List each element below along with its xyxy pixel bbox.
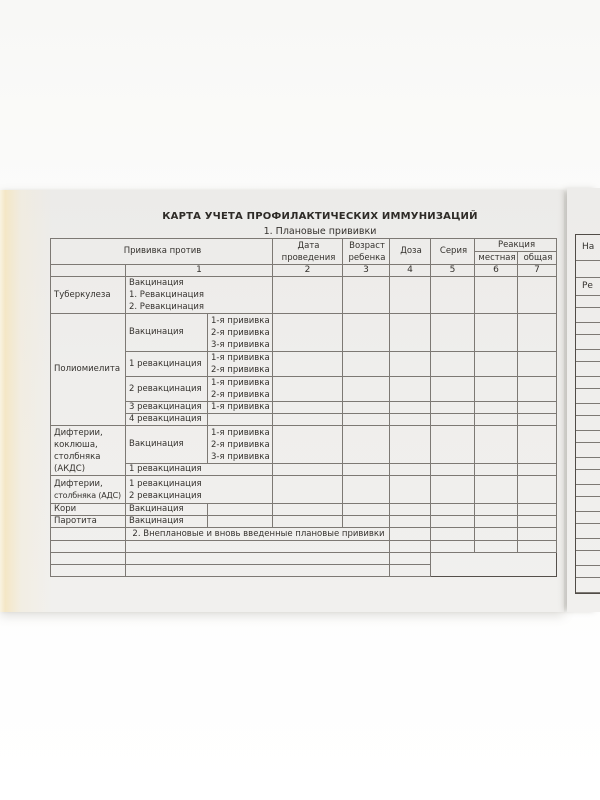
empty-cell <box>475 277 518 314</box>
cell-akds-vaccination-shots: 1-я прививка 2-я прививка 3-я прививка <box>208 426 273 464</box>
empty-cell <box>475 528 518 541</box>
empty-cell <box>518 352 557 377</box>
empty-cell <box>518 528 557 541</box>
empty-cell <box>273 414 343 426</box>
colnum-4: 4 <box>390 265 431 277</box>
empty-cell <box>475 402 518 414</box>
empty-cell <box>343 476 390 504</box>
cell-polio-revacc3-shot: 1-я прививка <box>208 402 273 414</box>
empty-cell <box>126 565 390 577</box>
header-series: Серия <box>431 239 475 265</box>
empty-cell <box>51 565 126 577</box>
empty-cell <box>273 377 343 402</box>
empty-cell <box>475 314 518 352</box>
table-row <box>51 277 557 314</box>
cell-polio-revacc4: 4 ревакцинация <box>126 414 208 426</box>
facing-page-empty-row <box>576 323 600 335</box>
table-row <box>51 314 557 352</box>
empty-cell <box>343 426 390 464</box>
header-age: Возраст ребенка <box>343 239 390 265</box>
empty-cell <box>390 516 431 528</box>
empty-cell <box>390 352 431 377</box>
cell-ads-revaccinations: 1 ревакцинация 2 ревакцинация <box>126 476 273 504</box>
colnum-3: 3 <box>343 265 390 277</box>
facing-page-empty-row <box>576 443 600 458</box>
empty-cell <box>431 516 475 528</box>
empty-cell <box>431 504 475 516</box>
facing-page-empty-row <box>576 551 600 566</box>
empty-cell <box>431 426 475 464</box>
empty-cell <box>431 314 475 352</box>
empty-cell <box>390 277 431 314</box>
facing-page-empty-row <box>576 335 600 350</box>
facing-page-empty-row <box>576 389 600 404</box>
empty-cell <box>518 377 557 402</box>
empty-cell <box>518 504 557 516</box>
empty-cell <box>390 528 431 541</box>
empty-cell <box>518 426 557 464</box>
empty-cell <box>475 464 518 476</box>
table-row <box>51 516 557 528</box>
empty-cell <box>343 464 390 476</box>
cell-polio-revacc3: 3 ревакцинация <box>126 402 208 414</box>
empty-cell <box>208 414 273 426</box>
facing-page-empty-row <box>576 485 600 497</box>
cell-polio-revacc1: 1 ревакцинация <box>126 352 208 377</box>
empty-cell <box>475 504 518 516</box>
colnum-6: 6 <box>475 265 518 277</box>
empty-cell <box>390 377 431 402</box>
facing-page-cell <box>576 261 600 278</box>
empty-cell <box>431 402 475 414</box>
section2-row <box>51 528 557 541</box>
cell-disease-tuberculosis: Туберкулеза <box>51 277 126 314</box>
empty-cell <box>431 377 475 402</box>
empty-cell <box>343 277 390 314</box>
facing-page-empty-row <box>576 524 600 539</box>
table-row <box>51 464 557 476</box>
facing-page-table <box>575 234 600 594</box>
empty-cell <box>390 414 431 426</box>
empty-cell <box>431 541 475 553</box>
empty-cell <box>126 541 390 553</box>
empty-cell <box>390 565 431 577</box>
empty-cell <box>343 516 390 528</box>
empty-cell <box>273 314 343 352</box>
empty-cell <box>390 426 431 464</box>
empty-cell <box>475 414 518 426</box>
empty-cell <box>51 265 126 277</box>
empty-cell <box>475 516 518 528</box>
cell-polio-revacc2: 2 ревакцинация <box>126 377 208 402</box>
empty-cell <box>208 504 273 516</box>
empty-cell <box>343 352 390 377</box>
facing-page-empty-row <box>576 362 600 377</box>
empty-cell <box>273 504 343 516</box>
cell-akds-revacc1: 1 ревакцинация <box>126 464 273 476</box>
table-row <box>51 504 557 516</box>
colnum-2: 2 <box>273 265 343 277</box>
empty-cell <box>431 277 475 314</box>
header-reaction-general: общая <box>518 252 557 265</box>
empty-table-row <box>51 541 557 553</box>
page-title: КАРТА УЧЕТА ПРОФИЛАКТИЧЕСКИХ ИММУНИЗАЦИЙ <box>162 211 478 222</box>
facing-page-empty-row <box>576 566 600 578</box>
cell-mumps-vaccination: Вакцинация <box>126 516 208 528</box>
empty-cell <box>390 541 431 553</box>
facing-page-empty-row <box>576 497 600 512</box>
header-dose: Доза <box>390 239 431 265</box>
empty-cell <box>343 414 390 426</box>
empty-cell <box>273 516 343 528</box>
facing-page-header-fragment: На <box>576 235 600 261</box>
cell-polio-revacc1-shots: 1-я прививка 2-я прививка <box>208 352 273 377</box>
facing-page-empty-row <box>576 578 600 593</box>
cell-disease-polio: Полиомиелита <box>51 314 126 426</box>
empty-cell <box>431 528 475 541</box>
cell-disease-ads: Дифтерии, столбняка (АДС) <box>51 476 126 504</box>
table-row <box>51 476 557 504</box>
facing-page-empty-row <box>576 458 600 470</box>
empty-cell <box>518 541 557 553</box>
cell-polio-vaccination-shots: 1-я прививка 2-я прививка 3-я прививка <box>208 314 273 352</box>
table-row <box>51 352 557 377</box>
empty-cell <box>475 352 518 377</box>
empty-cell <box>518 314 557 352</box>
empty-cell <box>343 504 390 516</box>
facing-page-empty-row <box>576 350 600 362</box>
cell-polio-vaccination: Вакцинация <box>126 314 208 352</box>
empty-cell <box>273 352 343 377</box>
empty-cell <box>390 553 431 565</box>
empty-cell <box>518 277 557 314</box>
column-numbers-row <box>51 265 557 277</box>
facing-page-empty-row <box>576 539 600 551</box>
empty-cell <box>51 528 126 541</box>
facing-page-empty-row <box>576 377 600 389</box>
empty-cell <box>518 464 557 476</box>
empty-cell <box>126 553 390 565</box>
empty-cell <box>273 476 343 504</box>
empty-cell <box>431 352 475 377</box>
empty-table-row <box>51 553 557 565</box>
empty-cell <box>390 504 431 516</box>
empty-cell <box>273 464 343 476</box>
colnum-5: 5 <box>431 265 475 277</box>
cell-measles-vaccination: Вакцинация <box>126 504 208 516</box>
facing-page-empty-row <box>576 404 600 416</box>
empty-cell <box>208 516 273 528</box>
cell-disease-measles: Кори <box>51 504 126 516</box>
empty-cell <box>343 314 390 352</box>
empty-cell <box>518 402 557 414</box>
table-row <box>51 426 557 464</box>
section2-title: 2. Внеплановые и вновь введенные плановые прививки <box>126 528 390 541</box>
empty-cell <box>273 402 343 414</box>
facing-page-empty-row <box>576 416 600 431</box>
facing-page-empty-row <box>576 512 600 524</box>
table-row <box>51 402 557 414</box>
cell-tuberculosis-vaccinations: Вакцинация 1. Ревакцинация 2. Ревакцинация <box>126 277 273 314</box>
colnum-7: 7 <box>518 265 557 277</box>
empty-cell <box>390 464 431 476</box>
empty-cell <box>273 277 343 314</box>
header-date: Дата проведения <box>273 239 343 265</box>
empty-cell <box>390 314 431 352</box>
facing-page-empty-row <box>576 308 600 323</box>
cell-akds-vaccination: Вакцинация <box>126 426 208 464</box>
cell-polio-revacc2-shots: 1-я прививка 2-я прививка <box>208 377 273 402</box>
table-row <box>51 377 557 402</box>
header-reaction-local: местная <box>475 252 518 265</box>
facing-page-row-fragment: Ре <box>576 278 600 296</box>
empty-table-row <box>51 565 557 577</box>
empty-cell <box>431 414 475 426</box>
empty-cell <box>51 553 126 565</box>
empty-cell <box>518 414 557 426</box>
empty-cell <box>390 402 431 414</box>
section1-title: 1. Плановые прививки <box>263 226 377 237</box>
empty-cell <box>518 516 557 528</box>
immunization-table <box>50 238 557 577</box>
facing-page-empty-row <box>576 296 600 308</box>
empty-cell <box>343 402 390 414</box>
header-reaction: Реакция <box>475 239 557 252</box>
header-vaccine-against: Прививка против <box>51 239 273 265</box>
empty-cell <box>343 377 390 402</box>
empty-cell <box>390 476 431 504</box>
empty-cell <box>273 426 343 464</box>
empty-cell <box>518 476 557 504</box>
facing-page-empty-row <box>576 431 600 443</box>
colnum-1: 1 <box>126 265 273 277</box>
facing-page-empty-row <box>576 470 600 485</box>
table-row <box>51 414 557 426</box>
empty-cell <box>475 377 518 402</box>
empty-cell <box>431 464 475 476</box>
cell-disease-akds: Дифтерии, коклюша, столбняка (АКДС) <box>51 426 126 476</box>
empty-cell <box>475 426 518 464</box>
empty-cell <box>475 476 518 504</box>
cell-disease-mumps: Паротита <box>51 516 126 528</box>
empty-cell <box>51 541 126 553</box>
empty-cell <box>475 541 518 553</box>
empty-cell <box>431 476 475 504</box>
